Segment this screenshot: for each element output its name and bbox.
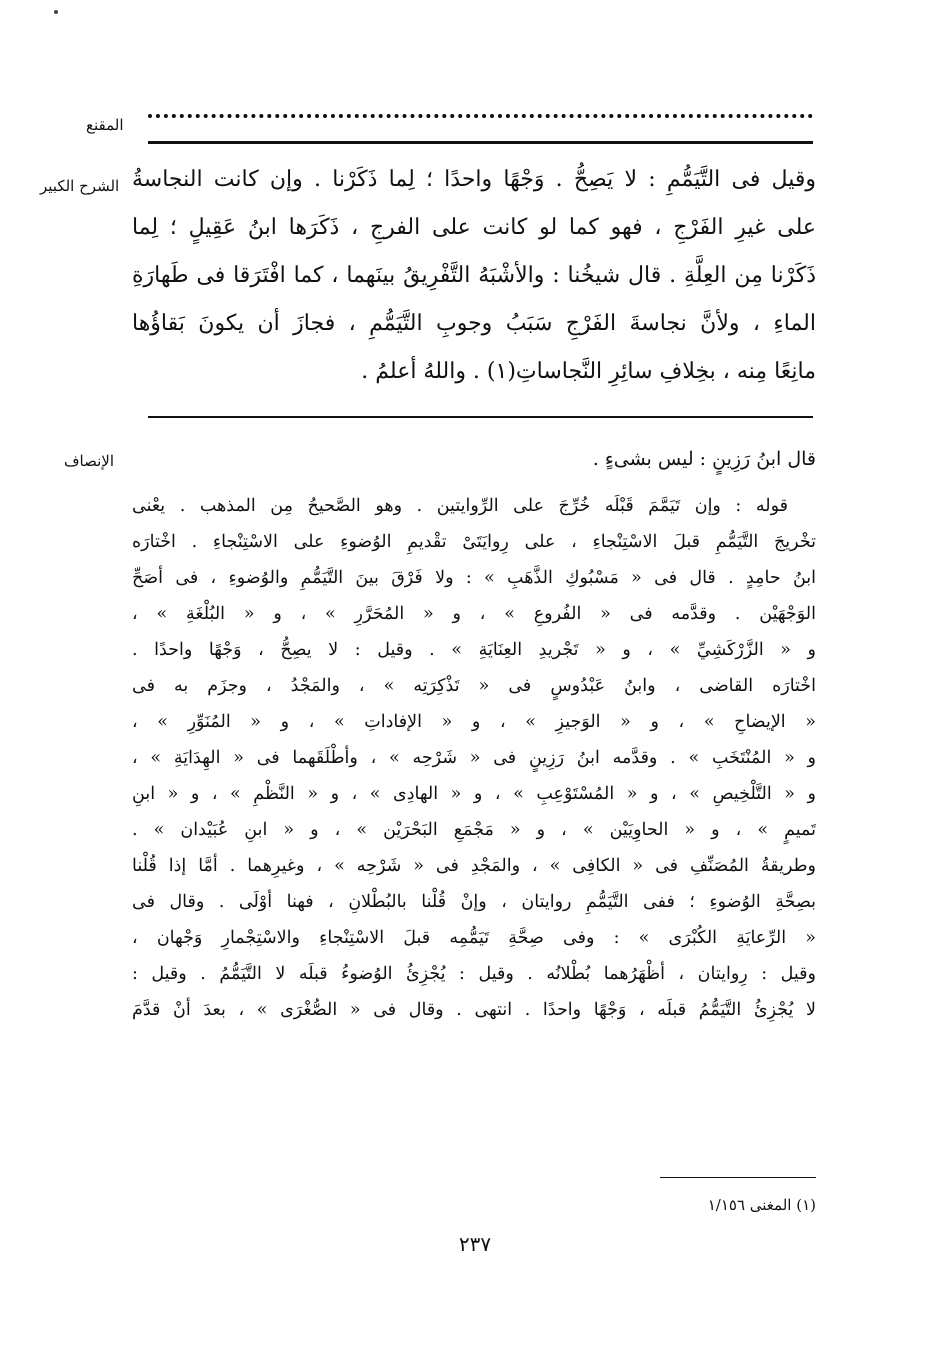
page-number: ٢٣٧: [458, 1232, 492, 1256]
footnote: (١) المغنى ١/١٥٦: [707, 1196, 816, 1214]
text-line: مانِعًا مِنه ، بخِلافِ سائِرِ النَّجاساتِ(١) . واللهُ أعلمُ .: [361, 359, 816, 384]
footnote-rule: [660, 1177, 816, 1178]
scan-speck: [54, 10, 58, 14]
section-label-sharh: الشرح الكبير: [40, 177, 120, 195]
text-line: تَميمٍ » ، و « الحاوِيَيْن » ، و « مَجْمَعِ البَحْرَيْن » ، و « ابنِ عُبَيْدان » .: [132, 820, 816, 840]
text-line: « الإيضاحِ » ، و « الوَجيزِ » ، و « الإفاداتِ » ، و « المُنَوِّرِ » ،: [132, 712, 816, 732]
section-label-insaf: الإنصاف: [64, 452, 115, 470]
text-line: الماءِ ، ولأنَّ نجاسةَ الفَرْجِ سَبَبُ وجوبِ التَّيَمُّمِ ، فجازَ أن يكونَ بَقاؤُها: [132, 311, 816, 336]
text-line: ابنُ حامِدٍ . قال فى « مَسْبُوكِ الذَّهَبِ » : ولا فَرْقَ بينَ التَّيَمُّمِ والوُضوءِ ، فى أصَحِّ: [132, 568, 816, 588]
sharh-text-block: [132, 156, 816, 396]
text-line: قوله : وإن تَيَمَّمَ قَبْلَه خُرِّجَ على الرِّوايتين . وهو الصَّحيحُ مِن المذهب . يعْنى: [132, 496, 788, 516]
quoted-statement: قال ابنُ رَزِينٍ : ليس بشىءٍ .: [592, 448, 816, 470]
insaf-text-block: [132, 488, 816, 1028]
header-dotted-rule: [148, 114, 813, 118]
text-line: وقيل : رِوايتان ، أظْهَرُهما بُطْلانُه . وقيل : يُجْزِئُ الوُضوءُ قبلَه لا التَّيَمُّمُ . وقيل :: [132, 964, 816, 984]
text-line: و « الزَّرْكَشِيِّ » ، و « تَجْريدِ العِنَايَةِ » . وقيل : لا يصِحُّ ، وَجْهًا واحدًا .: [132, 640, 816, 660]
section-divider: [148, 416, 813, 418]
text-line: الوَجْهَيْن . وقدَّمه فى « الفُروعِ » ، و « المُحَرَّرِ » ، و « البُلْغَةِ » ،: [132, 604, 816, 624]
text-line: على غيرِ الفَرْجِ ، فهو كما لو كانت على الفرجِ ، ذَكَرَها ابنُ عَقِيلٍ ؛ لِما: [132, 215, 816, 240]
text-line: وقيل فى التَّيَمُّمِ : لا يَصِحُّ . وَجْهًا واحدًا ؛ لِما ذَكَرْنا . وإن كانت النجاسةُ: [132, 167, 816, 192]
text-line: وطريقةُ المُصَنِّفِ فى « الكافِى » ، والمَجْدِ فى « شَرْحِه » ، وغيرِهما . أمَّا إذا قُلْنا: [132, 856, 816, 876]
text-line: ذَكَرْنا مِن العِلَّةِ . قال شيخُنا : والأشْبَهُ التَّفْرِيقُ بينَهما ، كما افْتَرَقا فى طَهارَةِ: [132, 263, 816, 288]
text-line: اخْتارَه القاضى ، وابنُ عَبْدُوسٍ فى « تَذْكِرَتِه » ، والمَجْدُ ، وجزَم به فى: [132, 676, 816, 696]
running-title: المقنع: [86, 116, 124, 134]
header-rule: [148, 141, 813, 144]
text-line: لا يُجْزِئُ التَّيَمُّمُ قبلَه ، وَجْهًا واحدًا . انتهى . وقال فى « الصُّغْرَى » ، بعدَ أنْ قدَّمَ: [132, 1000, 816, 1020]
text-line: بصِحَّةِ الوُضوءِ ؛ ففى التَّيَمُّمِ روايتان ، وإنْ قُلْنا بالبُطْلانِ ، فهنا أوْلَى . وقال فى: [132, 892, 816, 912]
text-line: « الرِّعايَةِ الكُبْرَى » : وفى صِحَّةِ تَيَمُّمِه قبلَ الاسْتِنْجاءِ والاسْتِجْمارِ وَجْهان ،: [132, 928, 816, 948]
text-line: و « التَّلْخِيصِ » ، و « المُسْتَوْعِبِ » ، و « الهادِى » ، و « النَّظْمِ » ، و « ابنِ: [132, 784, 816, 804]
text-line: و « المُنْتَخَبِ » . وقدَّمه ابنُ رَزِينٍ فى « شَرْحِه » ، وأطْلَقَهما فى « الهِدَايَةِ » ،: [132, 748, 816, 768]
text-line: تخْريجَ التَّيَمُّمِ قبلَ الاسْتِنْجاءِ ، على رِوايَتَىْ تقْديمِ الوُضوءِ على الاسْتِنْجاءِ . اخْتارَه: [132, 532, 816, 552]
